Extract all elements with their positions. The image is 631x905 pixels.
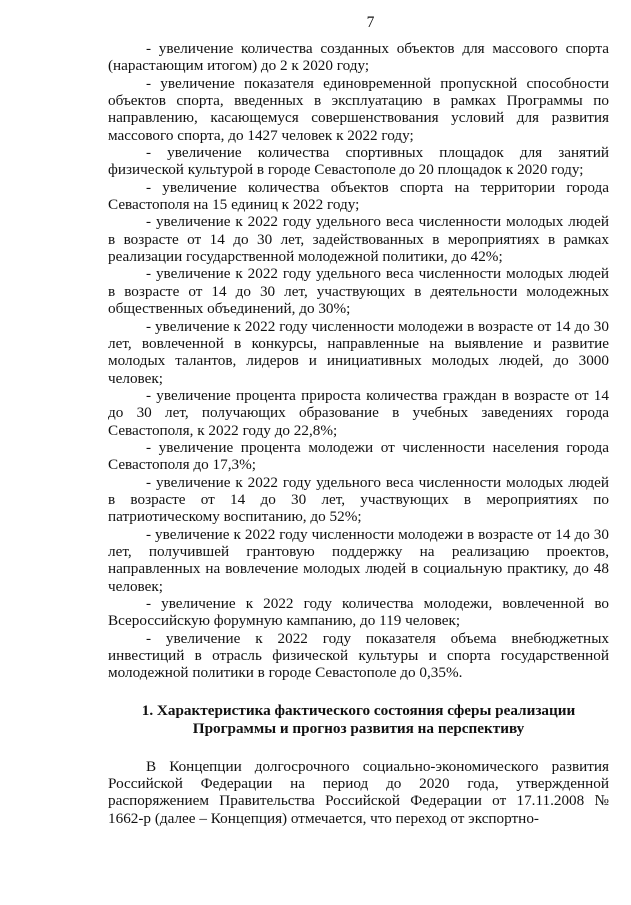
list-item: - увеличение количества созданных объектов для массового спорта (нарастающим итогом) до 2 к 2020 году; — [108, 40, 609, 75]
body-paragraph: В Концепции долгосрочного социально-экономического развития Российской Федерации на период до 2020 года, утвержденной распоряжением Правительства Российской Федерации от 17.11.2008 № 1662-р (далее – Концепция) отмечается, что переход от экспортно- — [108, 757, 609, 827]
target-indicators-list — [108, 40, 609, 682]
section-heading-line-2: Программы и прогноз развития на перспективу — [192, 719, 525, 737]
list-item: - увеличение процента молодежи от численности населения города Севастополя до 17,3%; — [108, 438, 609, 474]
list-item: - увеличение к 2022 году удельного веса численности молодых людей в возрасте от 14 до 30 лет, участвующих в мероприятиях по патриотическому воспитанию, до 52%; — [108, 473, 609, 526]
list-item: - увеличение к 2022 году удельного веса численности молодых людей в возрасте от 14 до 30 лет, задействованных в мероприятиях в рамках реализации государственной молодежной политики, до 42%; — [108, 213, 609, 266]
section-heading — [108, 702, 609, 738]
list-item: - увеличение к 2022 году численности молодежи в возрасте от 14 до 30 лет, вовлеченной в конкурсы, направленные на выявление и развитие молодых талантов, лидеров и инициативных молодых людей, до 3000 человек; — [108, 317, 609, 387]
list-item: - увеличение к 2022 году количества молодежи, вовлеченной во Всероссийскую форумную кампанию, до 119 человек; — [108, 595, 609, 630]
section-heading-line-1: 1. Характеристика фактического состояния сферы реализации — [141, 701, 576, 719]
list-item: - увеличение процента прироста количества граждан в возрасте от 14 до 30 лет, получающих образование в учебных заведениях города Севастополя, к 2022 году до 22,8%; — [108, 386, 609, 439]
list-item: - увеличение к 2022 году численности молодежи в возрасте от 14 до 30 лет, получившей грантовую поддержку на реализацию проектов, направленных на вовлечение молодых людей в социальную практику, до 48 человек; — [108, 525, 609, 595]
list-item: - увеличение показателя единовременной пропускной способности объектов спорта, введенных в эксплуатацию в рамках Программы по направлению, касающемуся совершенствования условий для развития массового спорта, до 1427 человек к 2022 году; — [108, 74, 609, 144]
page-number: 7 — [366, 14, 375, 31]
list-item: - увеличение количества объектов спорта на территории города Севастополя на 15 единиц к 2022 году; — [108, 178, 609, 214]
list-item: - увеличение к 2022 году удельного веса численности молодых людей в возрасте от 14 до 30 лет, участвующих в деятельности молодежных общественных объединений, до 30%; — [108, 265, 609, 318]
list-item: - увеличение количества спортивных площадок для занятий физической культурой в городе Севастополе до 20 площадок к 2020 году; — [108, 144, 609, 179]
list-item: - увеличение к 2022 году показателя объема внебюджетных инвестиций в отрасль физической культуры и спорта государственной молодежной политики в городе Севастополе до 0,35%. — [108, 629, 609, 682]
